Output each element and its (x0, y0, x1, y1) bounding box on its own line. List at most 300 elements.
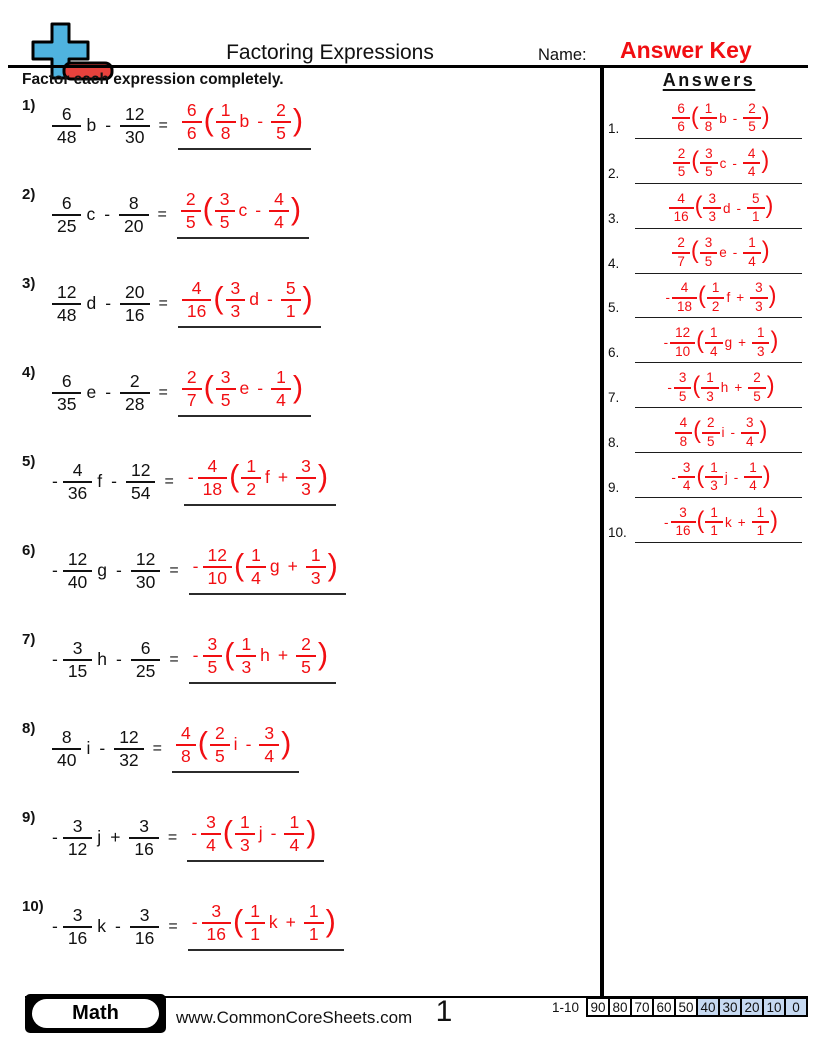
fraction-denominator: 16 (186, 300, 207, 321)
answer-blank (188, 902, 344, 952)
operator: - (105, 382, 112, 402)
fraction-numerator: 1 (245, 902, 265, 924)
answer-line (635, 506, 802, 543)
variable: k (724, 514, 732, 530)
fraction-denominator: 4 (710, 343, 718, 359)
fraction (182, 368, 202, 410)
fraction-numerator: 6 (52, 372, 81, 394)
fraction-denominator: 40 (57, 749, 77, 770)
fraction-numerator: 1 (705, 326, 723, 344)
close-paren-icon: ) (765, 193, 774, 220)
name-label: Name: (538, 46, 587, 64)
variable: d (723, 200, 731, 216)
close-paren-icon: ) (317, 459, 329, 494)
fraction-numerator: 1 (705, 506, 723, 524)
math-badge-label: Math (32, 999, 159, 1028)
fraction (271, 101, 291, 143)
problem-row (22, 170, 600, 259)
fraction-denominator: 5 (214, 745, 225, 766)
fraction-denominator: 4 (274, 211, 284, 232)
equals-sign: = (158, 116, 168, 134)
fraction (202, 902, 231, 944)
fraction-denominator: 5 (207, 656, 218, 677)
operator: - (733, 469, 739, 485)
fraction-denominator: 16 (206, 923, 226, 944)
math-badge (25, 994, 166, 1033)
fraction-denominator: 3 (755, 298, 763, 314)
answer-expression (192, 544, 338, 588)
fraction-numerator: 1 (284, 813, 304, 835)
fraction-numerator: 1 (306, 546, 326, 568)
fraction (203, 546, 232, 588)
grade-cell: 20 (740, 997, 764, 1017)
fraction (131, 550, 160, 592)
variable: j (258, 823, 263, 843)
problem-row (22, 81, 600, 170)
close-paren-icon: ) (290, 192, 302, 227)
fraction (210, 724, 230, 766)
problem-expression (52, 724, 299, 774)
open-paren-icon: ( (690, 103, 699, 130)
open-paren-icon: ( (696, 327, 705, 354)
negative-sign: - (667, 380, 672, 396)
fraction-numerator: 4 (182, 279, 211, 301)
answer-line (635, 461, 802, 498)
fraction-numerator: 1 (705, 461, 723, 479)
variable: c (86, 204, 96, 224)
variable: f (97, 471, 103, 491)
open-paren-icon: ( (698, 283, 706, 310)
operator: - (255, 200, 262, 220)
fraction (52, 372, 81, 414)
fraction-numerator: 4 (675, 416, 693, 434)
problem-row (22, 615, 600, 704)
fraction-numerator: 6 (52, 105, 81, 127)
close-paren-icon: ) (306, 815, 317, 850)
variable: e (86, 382, 97, 402)
fraction (674, 371, 692, 404)
variable: f (265, 467, 270, 487)
answer-row (608, 139, 810, 184)
negative-sign: - (52, 471, 58, 491)
answer-blank (178, 101, 311, 151)
fraction-numerator: 2 (181, 190, 201, 212)
answer-number: 1. (608, 120, 620, 136)
fraction-numerator: 6 (131, 639, 160, 661)
operator: + (110, 827, 121, 847)
fraction-numerator: 1 (271, 368, 291, 390)
fraction (670, 326, 695, 359)
variable: i (721, 425, 725, 441)
fraction-denominator: 4 (747, 164, 756, 180)
fraction (215, 190, 235, 232)
answer-blank (178, 279, 321, 329)
answer-number: 3. (608, 210, 620, 226)
fraction-numerator: 1 (216, 101, 236, 123)
fraction (271, 368, 291, 410)
operator: - (116, 649, 122, 669)
answers-list (608, 94, 810, 543)
problem-expression (52, 101, 311, 151)
fraction (296, 635, 316, 677)
fraction-denominator: 32 (119, 749, 139, 770)
problem-row (22, 348, 600, 437)
operator: + (287, 556, 298, 576)
fraction (63, 906, 92, 948)
fraction-numerator: 12 (670, 326, 695, 344)
fraction-denominator: 6 (677, 119, 685, 135)
grade-cell: 30 (718, 997, 742, 1017)
fraction (245, 902, 265, 944)
fraction-denominator: 5 (185, 211, 196, 232)
close-paren-icon: ) (761, 148, 770, 175)
close-paren-icon: ) (768, 283, 777, 310)
fraction-denominator: 1 (308, 923, 319, 944)
fraction-numerator: 4 (269, 190, 289, 212)
fraction-numerator: 4 (63, 461, 92, 483)
fraction (216, 368, 236, 410)
fraction (226, 279, 246, 321)
fraction-denominator: 5 (220, 389, 231, 410)
problem-row (22, 793, 600, 882)
problem-expression (52, 190, 309, 240)
close-paren-icon: ) (766, 372, 775, 399)
instructions-text: Factor each expression completely. (22, 71, 284, 88)
fraction-denominator: 12 (67, 838, 88, 859)
answer-expression (182, 99, 304, 143)
answer-expression (182, 366, 304, 410)
fraction (182, 101, 202, 143)
fraction-numerator: 3 (130, 906, 159, 928)
equals-sign: = (158, 383, 168, 401)
variable: i (233, 734, 238, 754)
fraction-numerator: 3 (741, 416, 759, 434)
variable: k (268, 912, 278, 932)
problem-number: 5) (22, 453, 36, 470)
fraction (743, 102, 761, 135)
problem-number: 2) (22, 186, 36, 203)
open-paren-icon: ( (233, 548, 245, 583)
fraction-denominator: 3 (708, 209, 716, 225)
fraction-denominator: 25 (135, 660, 156, 681)
answer-expression (672, 235, 770, 269)
answer-expression (176, 722, 292, 766)
answer-line (635, 102, 802, 139)
fraction-denominator: 4 (206, 834, 216, 855)
fraction-numerator: 3 (700, 147, 718, 165)
fraction-numerator: 8 (52, 728, 81, 750)
fraction-numerator: 6 (52, 194, 81, 216)
problem-number: 4) (22, 364, 36, 381)
fraction-numerator: 4 (672, 281, 697, 299)
variable: b (239, 111, 250, 131)
fraction-numerator: 12 (126, 461, 155, 483)
negative-sign: - (665, 290, 671, 306)
open-paren-icon: ( (224, 637, 235, 672)
fraction (182, 279, 211, 321)
fraction (705, 506, 723, 539)
grade-cell: 70 (630, 997, 654, 1017)
fraction-numerator: 1 (744, 461, 762, 479)
answer-line (635, 281, 802, 318)
negative-sign: - (191, 912, 198, 932)
fraction-numerator: 2 (748, 371, 766, 389)
fraction-denominator: 7 (186, 389, 197, 410)
fraction-numerator: 2 (210, 724, 230, 746)
fraction (259, 724, 279, 766)
operator: + (736, 290, 745, 306)
fraction-numerator: 2 (296, 635, 316, 657)
fraction-numerator: 3 (296, 457, 316, 479)
operator: - (266, 289, 273, 309)
fraction (201, 813, 221, 855)
fraction-denominator: 5 (706, 433, 715, 449)
fraction (129, 817, 158, 859)
fraction-numerator: 4 (669, 192, 694, 210)
answer-blank (178, 368, 311, 418)
variable: j (97, 827, 102, 847)
operator: - (732, 155, 737, 171)
operator: + (734, 380, 743, 396)
variable: k (97, 916, 107, 936)
fraction-numerator: 5 (747, 192, 765, 210)
grade-cell: 40 (696, 997, 720, 1017)
grade-scale (552, 997, 808, 1017)
answer-row (608, 363, 810, 408)
grade-cell: 10 (762, 997, 786, 1017)
fraction (176, 724, 196, 766)
open-paren-icon: ( (696, 507, 705, 534)
fraction-denominator: 10 (207, 567, 227, 588)
equals-sign: = (158, 294, 168, 312)
fraction (672, 281, 697, 314)
operator: - (257, 111, 264, 131)
fraction-numerator: 3 (201, 813, 221, 835)
fraction-denominator: 1 (752, 209, 760, 225)
operator: + (285, 912, 296, 932)
fraction-numerator: 3 (226, 279, 246, 301)
fraction-denominator: 54 (131, 482, 151, 503)
fraction-numerator: 3 (129, 817, 158, 839)
equals-sign: = (157, 205, 167, 223)
fraction-denominator: 5 (677, 164, 686, 180)
open-paren-icon: ( (222, 815, 233, 850)
fraction (284, 813, 304, 855)
open-paren-icon: ( (694, 193, 703, 220)
operator: - (105, 293, 112, 313)
answer-row (608, 274, 810, 319)
problem-expression (52, 813, 324, 863)
open-paren-icon: ( (692, 372, 701, 399)
fraction-denominator: 8 (704, 119, 713, 135)
fraction-numerator: 4 (176, 724, 196, 746)
fraction-numerator: 5 (281, 279, 301, 301)
fraction (700, 236, 718, 269)
fraction-numerator: 3 (703, 192, 721, 210)
close-paren-icon: ) (292, 370, 304, 405)
fraction (120, 372, 149, 414)
fraction-denominator: 5 (276, 122, 286, 143)
fraction-numerator: 12 (203, 546, 232, 568)
variable: h (260, 645, 270, 665)
fraction-numerator: 3 (700, 236, 718, 254)
fraction-denominator: 30 (125, 126, 145, 147)
grade-cell: 50 (674, 997, 698, 1017)
variable: e (239, 378, 250, 398)
fraction (304, 902, 324, 944)
close-paren-icon: ) (327, 548, 338, 583)
grade-cell: 90 (586, 997, 610, 1017)
fraction-numerator: 2 (120, 372, 149, 394)
fraction-numerator: 2 (743, 102, 761, 120)
fraction (748, 371, 766, 404)
fraction (114, 728, 143, 770)
grade-cell: 80 (608, 997, 632, 1017)
fraction (119, 194, 148, 236)
fraction-denominator: 1 (710, 523, 718, 539)
grade-scale-label: 1-10 (551, 999, 579, 1015)
fraction (63, 639, 92, 681)
answer-expression (672, 100, 770, 135)
fraction-numerator: 6 (672, 102, 690, 120)
fraction-numerator: 3 (63, 906, 92, 928)
equals-sign: = (169, 650, 179, 668)
fraction (747, 192, 765, 225)
fraction-denominator: 1 (250, 923, 260, 944)
fraction (241, 457, 261, 499)
fraction (673, 147, 691, 180)
answer-blank (189, 546, 346, 596)
negative-sign: - (671, 469, 676, 485)
fraction-denominator: 18 (202, 478, 223, 499)
fraction-denominator: 4 (748, 253, 756, 269)
fraction (672, 102, 690, 135)
answer-number: 5. (608, 300, 620, 316)
fraction (296, 457, 316, 499)
fraction-denominator: 4 (682, 478, 691, 494)
fraction-denominator: 3 (756, 343, 765, 359)
fraction-numerator: 3 (63, 817, 92, 839)
fraction-numerator: 3 (678, 461, 696, 479)
problem-number: 1) (22, 97, 36, 114)
fraction-numerator: 2 (271, 101, 291, 123)
fraction (131, 639, 160, 681)
open-paren-icon: ( (690, 238, 699, 265)
equals-sign: = (168, 917, 178, 935)
problem-expression (52, 279, 321, 329)
fraction-denominator: 2 (711, 298, 720, 314)
fraction-denominator: 3 (230, 300, 241, 321)
answer-expression (675, 414, 768, 449)
problem-row (22, 526, 600, 615)
fraction (130, 906, 159, 948)
fraction-denominator: 28 (125, 393, 145, 414)
answer-blank (189, 635, 336, 685)
variable: h (97, 649, 108, 669)
open-paren-icon: ( (696, 462, 705, 489)
fraction (216, 101, 236, 143)
close-paren-icon: ) (317, 637, 329, 672)
variable: j (724, 469, 728, 485)
answer-number: 8. (608, 435, 620, 451)
fraction-denominator: 4 (749, 478, 757, 494)
negative-sign: - (192, 645, 199, 665)
answer-row (608, 408, 810, 453)
fraction-denominator: 8 (220, 122, 231, 143)
equals-sign: = (164, 472, 174, 490)
answer-number: 7. (608, 390, 620, 406)
fraction-denominator: 16 (134, 927, 155, 948)
problem-expression (52, 457, 336, 507)
page-title: Factoring Expressions (226, 41, 434, 64)
negative-sign: - (192, 556, 199, 576)
operator: - (99, 738, 106, 758)
operator: + (737, 514, 746, 530)
equals-sign: = (167, 828, 178, 846)
close-paren-icon: ) (770, 507, 778, 534)
fraction (203, 635, 223, 677)
fraction (246, 546, 266, 588)
operator: - (115, 916, 121, 936)
fraction-numerator: 4 (743, 147, 761, 165)
fraction (126, 461, 155, 503)
fraction-numerator: 1 (743, 236, 761, 254)
equals-sign: = (169, 561, 179, 579)
operator: + (277, 467, 289, 487)
answer-expression (665, 280, 777, 314)
answer-line (635, 236, 802, 273)
fraction-denominator: 16 (67, 927, 88, 948)
operator: - (111, 471, 117, 491)
fraction-denominator: 48 (57, 126, 77, 147)
answer-blank (177, 190, 309, 240)
open-paren-icon: ( (197, 726, 208, 761)
fraction (744, 461, 762, 494)
fraction-denominator: 6 (186, 122, 197, 143)
fraction-denominator: 4 (289, 834, 300, 855)
variable: c (238, 200, 248, 220)
fraction (63, 461, 92, 503)
fraction-numerator: 12 (131, 550, 160, 572)
answer-expression (671, 459, 771, 494)
open-paren-icon: ( (232, 904, 244, 939)
fraction-denominator: 18 (677, 298, 693, 314)
equals-sign: = (152, 739, 162, 757)
fraction-numerator: 3 (203, 635, 223, 657)
answer-number: 10. (608, 524, 627, 540)
answer-expression (667, 370, 775, 404)
negative-sign: - (52, 649, 58, 669)
answer-row (608, 94, 810, 139)
fraction (235, 813, 255, 855)
answer-blank (184, 457, 336, 507)
answer-row (608, 229, 810, 274)
open-paren-icon: ( (203, 103, 214, 138)
answer-row (608, 498, 810, 543)
fraction-numerator: 2 (672, 236, 690, 254)
fraction (752, 506, 770, 539)
operator: + (738, 335, 746, 351)
variable: g (269, 556, 280, 576)
problem-expression (52, 635, 336, 685)
fraction-numerator: 2 (673, 147, 691, 165)
answer-number: 4. (608, 255, 620, 271)
problem-number: 3) (22, 275, 36, 292)
fraction-numerator: 8 (119, 194, 148, 216)
answer-expression (673, 145, 770, 180)
answer-number: 2. (608, 165, 620, 181)
fraction-numerator: 3 (259, 724, 279, 746)
